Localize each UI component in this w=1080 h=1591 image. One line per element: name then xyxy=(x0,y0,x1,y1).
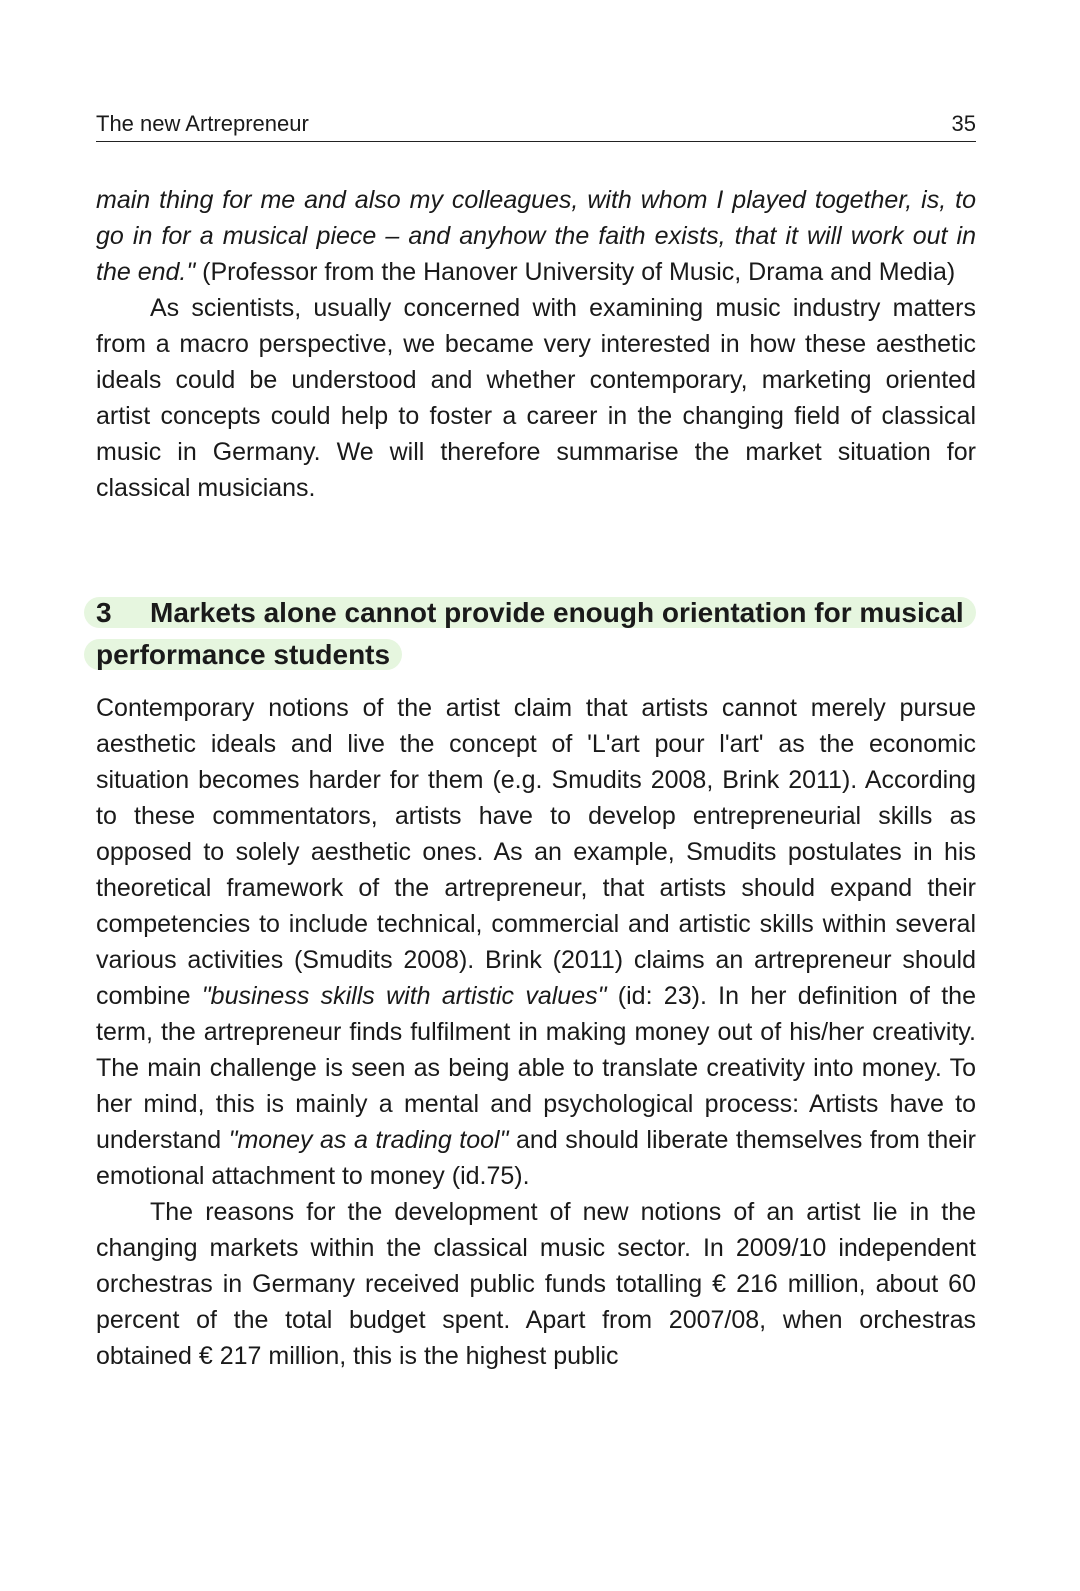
text-block-upper xyxy=(96,182,976,506)
paragraph-market-reasons: The reasons for the development of new notions of an artist lie in the changing markets within the classical music sector. In 2009/10 independent orchestras in Germany received public funds totalling € 216 million, about 60 percent of the total budget spent. Apart from 2007/08, when orchestras obtained € 217 million, this is the highest public xyxy=(96,1198,976,1370)
para3-italic-quote-1: "business skills with artistic values" xyxy=(201,982,607,1010)
quote-text: main thing for me and also my colleagues, with whom I played together, is, to go in for a musical piece – and anyhow the faith exists, that it will work out in the end." xyxy=(96,186,976,286)
para3-part1: Contemporary notions of the artist claim that artists cannot merely pursue aesthetic ideals and live the concept of 'L'art pour l'art' as the economic situation becomes harder for them (e.g. Smudits 2008, Brink 2011). According to these commentators, artists have to develop entrepreneurial skills as opposed to solely aesthetic ones. As an example, Smudits postulates in his theoretical framework of the artrepreneur, that artists should expand their competencies to include technical, commercial and artistic skills within several various activities (Smudits 2008). Brink (2011) claims an artrepreneur should combine xyxy=(96,694,976,1010)
section-title: Markets alone cannot provide enough orientation for musical performance students xyxy=(96,597,964,670)
running-title: The new Artrepreneur xyxy=(96,111,309,136)
para3-italic-quote-2: "money as a trading tool" xyxy=(228,1126,509,1154)
paragraph-quote xyxy=(96,182,976,290)
section-heading-highlight xyxy=(84,597,976,670)
quote-attribution: (Professor from the Hanover University of Music, Drama and Media) xyxy=(195,258,956,286)
running-header xyxy=(96,108,976,142)
section-number: 3 xyxy=(96,597,112,628)
para3-part3: and should liberate themselves from their emotional attachment to money (id.75). xyxy=(96,1126,977,1190)
paragraph-scientists: As scientists, usually concerned with examining music industry matters from a macro perspective, we became very interested in how these aesthetic ideals could be understood and whether contemporary, marketing oriented artist concepts could help to foster a career in the changing field of classical music in Germany. We will therefore summarise the market situation for classical musicians. xyxy=(96,294,976,502)
para3-part2: (id: 23). In her definition of the term, the artrepreneur finds fulfilment in making money out of his/her creativity. The main challenge is seen as being able to translate creativity into money. To her mind, this is mainly a mental and psychological process: Artists have to understand xyxy=(96,982,976,1154)
section-heading xyxy=(84,592,984,676)
page-number: 35 xyxy=(951,111,976,136)
text-block-lower xyxy=(96,690,976,1374)
paragraph-contemporary-notions xyxy=(96,690,976,1194)
